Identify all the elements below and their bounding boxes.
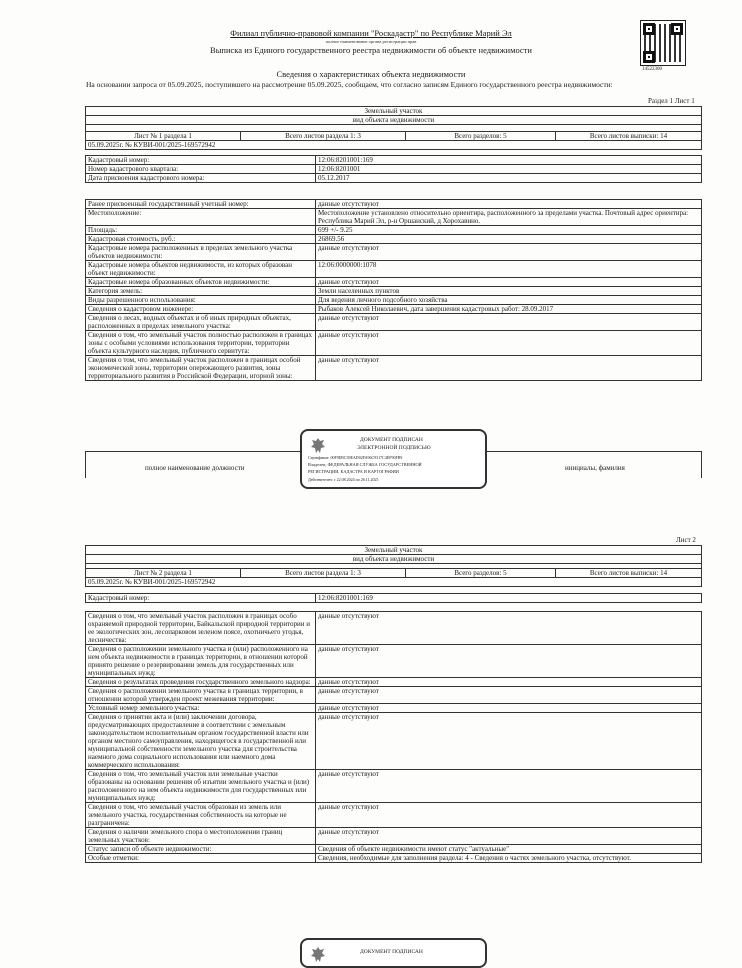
object-type-caption: вид объекта недвижимости bbox=[86, 555, 702, 564]
table-row: Условный номер земельного участка: данные отсутствуют bbox=[86, 704, 702, 713]
table-row: Статус записи об объекте недвижимости: Сведения об объекте недвижимости имеют статус "актуальные" bbox=[86, 845, 702, 854]
table-row: Местоположение: Местоположение установлено относительно ориентира, расположенного за пределами участка. Почтовый адрес ориентира: Республика Марий Эл, р-н Оршанский, д Хорохавино. bbox=[86, 209, 702, 226]
table-row: Площадь: 699 +/- 9.25 bbox=[86, 226, 702, 235]
name-caption: инициалы, фамилия bbox=[565, 464, 625, 472]
document-subtitle: Сведения о характеристиках объекта недвижимости bbox=[276, 69, 466, 79]
sheet1-header-table bbox=[85, 106, 702, 150]
table-row: Сведения о результатах проведения государственного земельного надзора: данные отсутствуют bbox=[86, 678, 702, 687]
stamp-title: ДОКУМЕНТ ПОДПИСАН bbox=[360, 437, 423, 443]
sheet1-main-ids bbox=[85, 155, 702, 183]
table-row: Кадастровые номера расположенных в пределах земельного участка объектов недвижимости: данные отсутствуют bbox=[86, 244, 702, 261]
total-sheets-extract: Всего листов выписки: 14 bbox=[556, 132, 702, 141]
stamp-validity: Действителен: с 22.08.2024 по 26.11.2025 bbox=[308, 477, 379, 482]
sheet2-header-table bbox=[85, 545, 702, 587]
object-type-caption: вид объекта недвижимости bbox=[86, 116, 702, 125]
sheet1-characteristics bbox=[85, 199, 702, 381]
table-row: Сведения о лесах, водных объектах и об иных природных объектах, расположенных в пределах земельного участка: данные отсутствуют bbox=[86, 314, 702, 331]
table-row: Сведения о том, что земельный участок расположен в границах особой экономической зоны, территории опережающего развития, зоны территориального развития в Российской Федерации, игорной зоны: данные отсутствуют bbox=[86, 356, 702, 381]
stamp-owner: Владелец: ФЕДЕРАЛЬНАЯ СЛУЖБА ГОСУДАРСТВЕННОЙ bbox=[308, 462, 422, 467]
total-sheets-extract: Всего листов выписки: 14 bbox=[556, 569, 702, 578]
object-type: Земельный участок bbox=[86, 107, 702, 116]
document-title: Выписка из Единого государственного реестра недвижимости об объекте недвижимости bbox=[210, 45, 532, 55]
total-sheets-section: Всего листов раздела 1: 3 bbox=[241, 132, 406, 141]
table-row: Особые отметки: Сведения, необходимые для заполнения раздела: 4 - Сведения о частях земельного участка, отсутствуют. bbox=[86, 854, 702, 863]
sheet2-characteristics bbox=[85, 611, 702, 863]
table-row: Сведения о том, что земельный участок или земельные участки образованы на основании решения об изъятии земельного участка и (или) расположенного на нем объекта недвижимости для государственных или муниципальных нужд: данные отсутствуют bbox=[86, 770, 702, 803]
table-row: Сведения о том, что земельный участок расположен в границах особо охраняемой природной территории, Байкальской природной территории и ее экологических зон, лесопарковом зеленом поясе, охотничьего угодья, лесничества: данные отсутствуют bbox=[86, 612, 702, 645]
e-signature-stamp bbox=[300, 429, 487, 489]
coat-of-arms-icon bbox=[310, 946, 326, 964]
total-sections: Всего разделов: 5 bbox=[406, 569, 556, 578]
coat-of-arms-icon bbox=[310, 437, 326, 455]
total-sheets-section: Всего листов раздела 1: 3 bbox=[241, 569, 406, 578]
request-statement: На основании запроса от 05.09.2025, поступившего на рассмотрение 05.09.2025, сообщаем, что согласно записям Единого государственного реестра недвижимости: bbox=[86, 80, 613, 89]
table-row: Кадастровый номер: 12:06:8201001:169 bbox=[86, 156, 702, 165]
table-row: Ранее присвоенный государственный учетный номер: данные отсутствуют bbox=[86, 200, 702, 209]
document-number: 05.09.2025г. № КУВИ-001/2025-169572942 bbox=[86, 578, 702, 587]
table-row: Сведения о наличии земельного спора о местоположении границ земельных участков: данные отсутствуют bbox=[86, 828, 702, 845]
table-row: Дата присвоения кадастрового номера: 05.12.2017 bbox=[86, 174, 702, 183]
table-row: Сведения о кадастровом инженере: Рыбаков Алексей Николаевич, дата завершения кадастровых работ: 28.09.2017 bbox=[86, 305, 702, 314]
table-row: Сведения о расположении земельного участка в границах территории, в отношении которой утвержден проект межевания территории: данные отсутствуют bbox=[86, 687, 702, 704]
table-row: Номер кадастрового квартала: 12:06:8201001 bbox=[86, 165, 702, 174]
stamp-subtitle: ЭЛЕКТРОННОЙ ПОДПИСЬЮ bbox=[357, 445, 431, 451]
stamp-title: ДОКУМЕНТ ПОДПИСАН bbox=[360, 949, 423, 955]
issuer-title: Филиал публично-правовой компании "Роскадастр" по Республике Марий Эл bbox=[230, 28, 512, 38]
position-caption: полное наименование должности bbox=[145, 464, 245, 472]
sheet-number: Лист № 2 раздела 1 bbox=[86, 569, 241, 578]
table-row: Кадастровая стоимость, руб.: 26869.56 bbox=[86, 235, 702, 244]
object-type: Земельный участок bbox=[86, 546, 702, 555]
qr-code-icon bbox=[640, 20, 686, 66]
table-row: Сведения о том, что земельный участок полностью расположен в границах зоны с особыми условиями использования территории, территории объекта культурного наследия, публичного сервитута: данные отсутствуют bbox=[86, 331, 702, 356]
total-sections: Всего разделов: 5 bbox=[406, 132, 556, 141]
sheet2-cadastral bbox=[85, 593, 702, 603]
sheet-number: Лист № 1 раздела 1 bbox=[86, 132, 241, 141]
table-row: Сведения о том, что земельный участок образован из земель или земельного участка, государственная собственность на которые не разграничена: данные отсутствуют bbox=[86, 803, 702, 828]
sheet2-label: Лист 2 bbox=[676, 536, 696, 544]
table-row: Виды разрешенного использования: Для ведения личного подсобного хозяйства bbox=[86, 296, 702, 305]
table-row: Кадастровые номера объектов недвижимости, из которых образован объект недвижимости: 12:06:0000000:1078 bbox=[86, 261, 702, 278]
e-signature-stamp-2 bbox=[300, 938, 487, 968]
table-row: Сведения о расположении земельного участка и (или) расположенного на нем объекта недвижимости в границах территории, в отношении которой принято решение о резервировании земель для государственных или муниципальных нужд: данные отсутствуют bbox=[86, 645, 702, 678]
document-number: 05.09.2025г. № КУВИ-001/2025-169572942 bbox=[86, 141, 702, 150]
section-sheet-label: Раздел 1 Лист 1 bbox=[648, 97, 695, 105]
issuer-caption: полное наименование органа регистрации прав bbox=[325, 39, 417, 44]
table-row: Сведения о принятии акта и (или) заключении договора, предусматривающих предоставление в соответствии с земельным законодательством исполнительным органом государственной власти или органом местного самоуправления, находящегося в государственной или муниципальной собственности земельного участка для строительства наемного дома социального использования или наемного дома коммерческого использования: данные отсутствуют bbox=[86, 713, 702, 770]
qr-number: 14522300 bbox=[642, 67, 662, 72]
table-row: Категория земель: Земли населенных пунктов bbox=[86, 287, 702, 296]
stamp-certificate: Сертификат: 00F9EBC39EAD02FA96C9317C4EF90FB9 bbox=[308, 455, 403, 460]
stamp-owner-line2: РЕГИСТРАЦИИ, КАДАСТРА И КАРТОГРАФИИ bbox=[308, 469, 399, 474]
table-row: Кадастровые номера образованных объектов недвижимости: данные отсутствуют bbox=[86, 278, 702, 287]
table-row: Кадастровый номер: 12:06:8201001:169 bbox=[86, 594, 702, 603]
